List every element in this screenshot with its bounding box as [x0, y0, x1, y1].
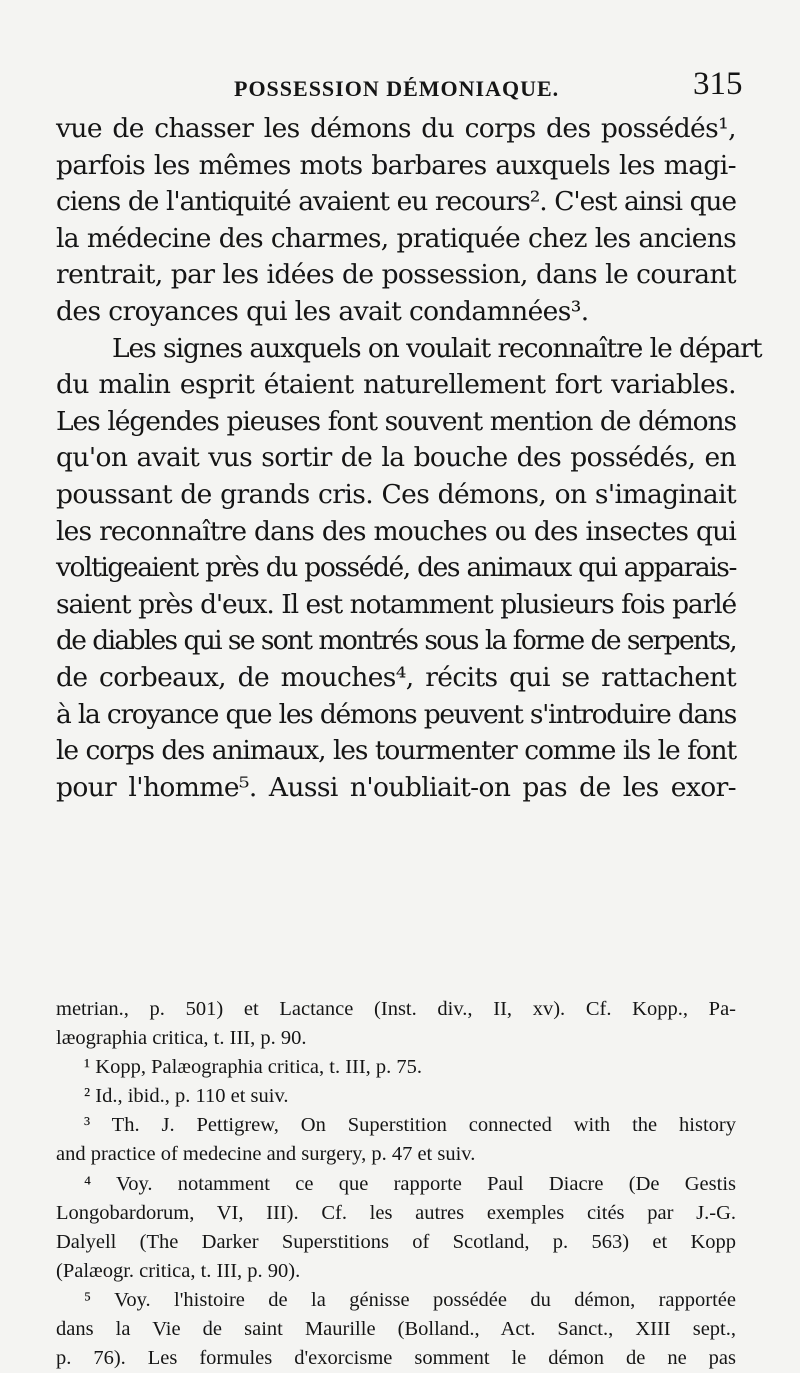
- footnote-line: ⁴ Voy. notamment ce que rapporte Paul Diacre (De Gestis: [84, 1172, 736, 1195]
- body-line: saient près d'eux. Il est notamment plusieurs fois parlé: [56, 588, 736, 620]
- body-line: de diables qui se sont montrés sous la forme de serpents,: [56, 625, 736, 657]
- footnote-line: ² Id., ibid., p. 110 et suiv.: [84, 1085, 289, 1108]
- body-line: qu'on avait vus sortir de la bouche des possédés, en: [56, 442, 736, 474]
- body-line: Les légendes pieuses font souvent mention de démons: [56, 405, 736, 437]
- body-line: du malin esprit étaient naturellement fort variables.: [56, 369, 736, 401]
- body-line: vue de chasser les démons du corps des possédés¹,: [56, 113, 736, 144]
- footnote-line: p. 76). Les formules d'exorcisme somment le démon de ne pas: [56, 1347, 736, 1370]
- footnote-line: metrian., p. 501) et Lactance (Inst. div., II, xv). Cf. Kopp., Pa-: [56, 998, 736, 1020]
- footnote-line: ⁵ Voy. l'histoire de la génisse possédée du démon, rapportée: [84, 1288, 736, 1311]
- running-title: POSSESSION DÉMONIAQUE.: [234, 76, 560, 101]
- footnote-line: (Palæogr. critica, t. III, p. 90).: [56, 1259, 301, 1282]
- footnote-line: Dalyell (The Darker Superstitions of Scotland, p. 563) et Kopp: [56, 1230, 736, 1253]
- footnote-line: ¹ Kopp, Palæographia critica, t. III, p. 75.: [84, 1056, 423, 1079]
- body-line: les reconnaître dans des mouches ou des insectes qui: [56, 515, 736, 547]
- body-line: parfois les mêmes mots barbares auxquels les magi-: [56, 149, 736, 181]
- body-text: [56, 111, 762, 806]
- footnotes: [56, 995, 736, 1373]
- body-line: ciens de l'antiquité avaient eu recours². C'est ainsi que: [56, 186, 736, 218]
- body-line: de corbeaux, de mouches⁴, récits qui se rattachent: [56, 661, 736, 693]
- body-line: la médecine des charmes, pratiquée chez les anciens: [56, 222, 736, 254]
- footnote-line: and practice of medecine and surgery, p. 47 et suiv.: [56, 1143, 476, 1166]
- footnote-line: ³ Th. J. Pettigrew, On Superstition connected with the history: [84, 1114, 736, 1137]
- body-line: des croyances qui les avait condamnées³.: [56, 295, 589, 327]
- body-line: pour l'homme⁵. Aussi n'oubliait-on pas de les exor-: [56, 771, 736, 803]
- body-line: rentrait, par les idées de possession, dans le courant: [56, 259, 736, 291]
- body-line: le corps des animaux, les tourmenter comme ils le font: [56, 735, 736, 767]
- body-line: poussant de grands cris. Ces démons, on s'imaginait: [56, 478, 736, 510]
- body-line: Les signes auxquels on voulait reconnaître le départ: [112, 332, 762, 364]
- page-number: 315: [693, 66, 743, 102]
- footnote-line: Longobardorum, VI, III). Cf. les autres exemples cités par J.-G.: [56, 1201, 736, 1224]
- footnote-line: dans la Vie de saint Maurille (Bolland., Act. Sanct., XIII sept.,: [56, 1318, 736, 1341]
- footnote-line: læographia critica, t. III, p. 90.: [56, 1027, 307, 1050]
- body-line: à la croyance que les démons peuvent s'introduire dans: [56, 698, 736, 730]
- body-line: voltigeaient près du possédé, des animaux qui apparais-: [56, 552, 736, 584]
